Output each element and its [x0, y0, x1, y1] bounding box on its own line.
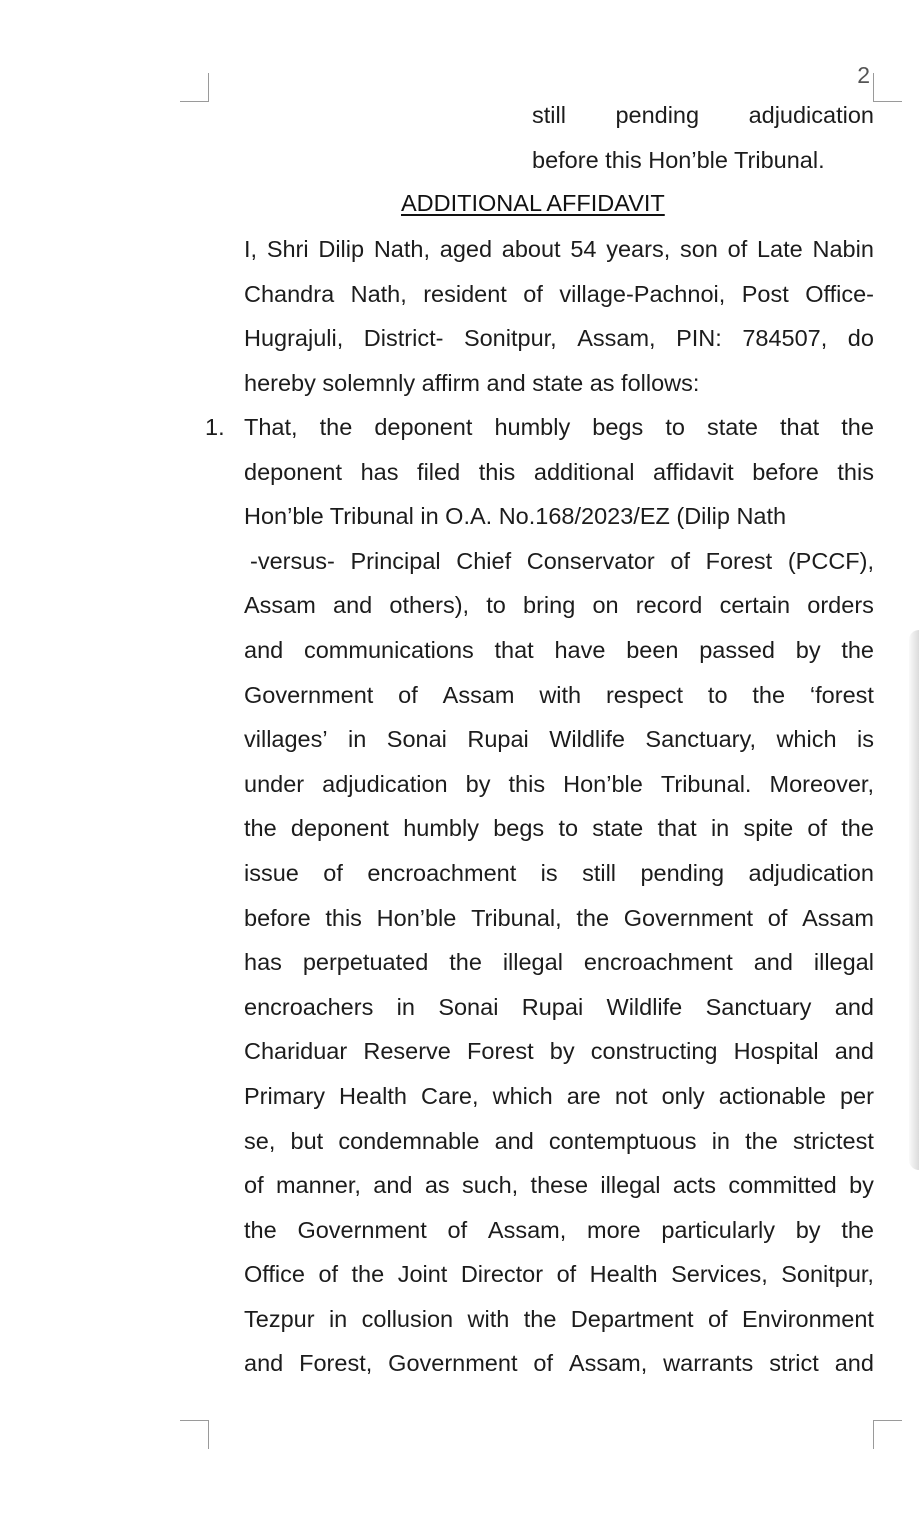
word: respect	[605, 681, 684, 708]
word: Sanctuary	[705, 993, 812, 1020]
word: record	[635, 592, 703, 619]
word: constructing	[590, 1038, 718, 1065]
word: -versus-	[250, 547, 335, 574]
word: contemptuous	[548, 1127, 697, 1154]
word: Forest	[467, 1038, 534, 1065]
word: by	[549, 1038, 575, 1065]
word: in	[396, 993, 415, 1020]
word: Services,	[671, 1261, 768, 1288]
word: acts	[672, 1172, 716, 1199]
word: Assam	[442, 681, 515, 708]
word: of	[707, 1305, 728, 1332]
word: Principal	[350, 547, 441, 574]
word: Hon’ble	[563, 770, 643, 797]
word: Wildlife	[606, 993, 683, 1020]
word: Health	[339, 1082, 407, 1109]
word: of	[523, 280, 543, 307]
word: filed	[417, 458, 461, 485]
word: se,	[244, 1127, 276, 1154]
word: the	[576, 904, 610, 931]
word: 54	[570, 236, 597, 262]
word: affidavit	[653, 458, 734, 485]
word: Post	[741, 280, 789, 307]
word: collusion	[361, 1305, 454, 1332]
word: the	[244, 1216, 277, 1243]
word: Assam	[802, 904, 874, 931]
word: in	[348, 726, 367, 753]
text-line	[244, 1297, 874, 1342]
word: Rupai	[467, 726, 529, 753]
word: Sonitpur,	[463, 325, 557, 352]
document-heading: ADDITIONAL AFFIDAVIT	[401, 190, 665, 216]
crop-mark-bottom-left	[180, 1420, 209, 1449]
word: illegal	[813, 949, 874, 976]
word: deponent	[244, 458, 343, 485]
word: have	[554, 636, 606, 663]
word: with	[539, 681, 582, 708]
word: to	[665, 414, 685, 440]
word: before	[244, 904, 311, 931]
word: the	[841, 815, 874, 842]
word: that	[657, 815, 697, 842]
text-line	[244, 1074, 874, 1119]
word: has	[360, 458, 399, 485]
text-line: hereby solemnly affirm and state as follows:	[244, 369, 700, 396]
text-line	[244, 583, 874, 628]
word: before	[752, 458, 819, 485]
word: to	[558, 815, 579, 842]
word: 784507,	[742, 325, 828, 352]
word: Hospital	[733, 1038, 819, 1065]
word: which	[776, 726, 837, 753]
continuation-word: adjudication	[748, 102, 874, 128]
word: the	[841, 636, 874, 663]
word: Joint	[397, 1261, 448, 1288]
crop-mark-top-left	[180, 73, 209, 102]
word: Sanctuary,	[645, 726, 756, 753]
text-line	[244, 673, 874, 718]
word: strictest	[792, 1127, 874, 1154]
word: encroachment	[583, 949, 733, 976]
word: of	[447, 1216, 468, 1243]
word: humbly	[403, 815, 479, 842]
word: Shri	[266, 236, 309, 262]
word: resident	[423, 280, 507, 307]
word: PIN:	[676, 325, 722, 352]
word: begs	[493, 815, 545, 842]
word: manner,	[275, 1172, 361, 1199]
word: deponent	[290, 815, 389, 842]
word: Chandra	[244, 280, 335, 307]
word: do	[847, 325, 874, 352]
word: of	[727, 236, 748, 262]
word: the	[841, 414, 874, 440]
word: Wildlife	[549, 726, 625, 753]
word: villages’	[244, 726, 328, 753]
word: illegal	[600, 1172, 661, 1199]
word: of	[556, 1261, 577, 1288]
word: such,	[462, 1172, 519, 1199]
word: Assam,	[487, 1216, 567, 1243]
word: of	[398, 681, 418, 708]
word: is	[540, 859, 558, 886]
word: of	[318, 1261, 339, 1288]
word: Tribunal.	[660, 770, 752, 797]
word: and	[373, 1172, 413, 1199]
word: Moreover,	[769, 770, 874, 797]
word: Government	[297, 1216, 427, 1243]
word: strict	[769, 1350, 819, 1377]
word: Government	[388, 1350, 518, 1377]
word: particularly	[661, 1216, 775, 1243]
word: years,	[606, 236, 671, 262]
word: still	[582, 859, 617, 886]
word: ‘forest	[809, 681, 874, 708]
word: Sonai	[386, 726, 447, 753]
word: communications	[303, 636, 474, 663]
word: the	[449, 949, 482, 976]
word: Chief	[456, 547, 512, 574]
word: Tribunal,	[471, 904, 562, 931]
continuation-word: pending	[615, 102, 700, 128]
word: humbly	[494, 414, 571, 440]
continuation-text	[532, 93, 874, 182]
text-line	[244, 940, 874, 985]
word: Tezpur	[244, 1305, 315, 1332]
word: Assam,	[568, 1350, 648, 1377]
word: is	[857, 726, 874, 753]
word: condemnable	[338, 1127, 480, 1154]
word: this	[837, 458, 874, 485]
word: Environment	[742, 1305, 874, 1332]
word: this	[478, 458, 516, 485]
word: Assam,	[577, 325, 656, 352]
word: and	[333, 592, 373, 619]
word: the	[244, 815, 277, 842]
word: the	[319, 414, 353, 440]
word: the	[523, 1305, 557, 1332]
word: Rupai	[521, 993, 584, 1020]
word: spite	[743, 815, 794, 842]
word: Office	[244, 1261, 305, 1288]
word: by	[465, 770, 491, 797]
text-line	[244, 316, 874, 361]
word: Assam	[244, 592, 316, 619]
word: Sonai	[438, 993, 499, 1020]
word: aged	[439, 236, 493, 262]
word: village-Pachnoi,	[559, 280, 726, 307]
page-number: 2	[857, 62, 870, 88]
word: encroachers	[244, 993, 374, 1020]
word: adjudication	[748, 859, 874, 886]
word: Sonitpur,	[781, 1261, 874, 1288]
word: orders	[807, 592, 874, 619]
word: by	[849, 1172, 874, 1199]
continuation-line-2: before this Hon’ble Tribunal.	[532, 146, 825, 173]
text-line	[244, 539, 874, 584]
word: deponent	[374, 414, 473, 440]
intro-paragraph	[244, 227, 874, 405]
word: Care,	[421, 1082, 479, 1109]
word: more	[587, 1216, 641, 1243]
word: this	[508, 770, 546, 797]
scroll-edge-shadow	[909, 630, 919, 1170]
word: Reserve	[363, 1038, 451, 1065]
word: the	[745, 1127, 778, 1154]
word: with	[467, 1305, 510, 1332]
word: passed	[699, 636, 775, 663]
word: and	[494, 1127, 534, 1154]
word: in	[328, 1305, 348, 1332]
crop-mark-bottom-right	[873, 1420, 902, 1449]
text-line	[244, 717, 874, 762]
word: committed	[728, 1172, 837, 1199]
text-line	[244, 628, 874, 673]
crop-mark-top-right	[873, 73, 902, 102]
word: perpetuated	[302, 949, 429, 976]
word: Nath,	[373, 236, 430, 262]
word: adjudication	[322, 770, 448, 797]
word: actionable	[718, 1082, 826, 1109]
text-line	[244, 227, 874, 272]
word: as	[424, 1172, 450, 1199]
text-line	[244, 450, 874, 495]
text-line	[244, 762, 874, 807]
paragraph-1	[244, 405, 874, 1386]
text-line	[244, 405, 874, 450]
word: Chariduar	[244, 1038, 348, 1065]
word: that	[780, 414, 820, 440]
word: and	[834, 993, 874, 1020]
word: Forest	[705, 547, 773, 574]
word: on	[592, 592, 619, 619]
word: illegal	[502, 949, 563, 976]
word: begs	[592, 414, 644, 440]
word: Office-	[805, 280, 874, 307]
word: only	[661, 1082, 705, 1109]
text-line	[244, 1119, 874, 1164]
word: of	[533, 1350, 553, 1377]
text-line	[244, 896, 874, 941]
word: this	[325, 904, 362, 931]
word: Government	[244, 681, 374, 708]
word: state	[592, 815, 644, 842]
word: by	[795, 636, 821, 663]
word: the	[841, 1216, 874, 1243]
word: by	[795, 1216, 821, 1243]
text-line: Hon’ble Tribunal in O.A. No.168/2023/EZ (Dilip Nath	[244, 503, 787, 530]
word: in	[710, 815, 730, 842]
word: are	[566, 1082, 601, 1109]
word: not	[614, 1082, 648, 1109]
word: which	[492, 1082, 553, 1109]
text-line	[244, 1341, 874, 1386]
word: bring	[523, 592, 576, 619]
word: Nabin	[812, 236, 874, 262]
word: the	[752, 681, 786, 708]
word: Government	[623, 904, 754, 931]
word: That,	[244, 414, 298, 440]
word: son	[679, 236, 718, 262]
word: Primary	[244, 1082, 325, 1109]
text-line	[244, 806, 874, 851]
word: Nath,	[350, 280, 407, 307]
word: and	[244, 636, 284, 663]
word: warrants	[663, 1350, 754, 1377]
word: certain	[719, 592, 791, 619]
word: that	[494, 636, 534, 663]
text-line	[244, 1163, 874, 1208]
word: Department	[570, 1305, 694, 1332]
word: of	[244, 1172, 264, 1199]
continuation-word: still	[532, 102, 566, 128]
word: (PCCF),	[787, 547, 874, 574]
word: Health	[589, 1261, 658, 1288]
word: under	[244, 770, 305, 797]
text-line	[244, 985, 874, 1030]
word: about	[501, 236, 561, 262]
word: and	[753, 949, 793, 976]
word: in	[711, 1127, 730, 1154]
word: has	[244, 949, 282, 976]
word: and	[834, 1038, 874, 1065]
word: and	[834, 1350, 874, 1377]
word: District-	[363, 325, 444, 352]
word: of	[767, 904, 788, 931]
text-line	[244, 851, 874, 896]
text-line	[244, 272, 874, 317]
word: issue	[244, 859, 299, 886]
word: I,	[244, 236, 258, 262]
word: of	[670, 547, 690, 574]
word: Forest,	[299, 1350, 373, 1377]
word: of	[807, 815, 827, 842]
paragraph-number: 1.	[205, 414, 225, 440]
word: encroachment	[367, 859, 517, 886]
word: of	[323, 859, 343, 886]
text-line	[244, 1252, 874, 1297]
word: per	[839, 1082, 874, 1109]
word: pending	[640, 859, 725, 886]
word: additional	[533, 458, 635, 485]
word: Late	[756, 236, 803, 262]
word: Director	[460, 1261, 544, 1288]
text-line	[244, 1208, 874, 1253]
word: to	[486, 592, 506, 619]
word: been	[626, 636, 679, 663]
word: Hugrajuli,	[244, 325, 344, 352]
word: Conservator	[526, 547, 655, 574]
word: but	[290, 1127, 324, 1154]
word: Hon’ble	[376, 904, 457, 931]
word: others),	[389, 592, 470, 619]
text-line	[244, 1029, 874, 1074]
word: Dilip	[318, 236, 365, 262]
word: state	[706, 414, 758, 440]
word: these	[530, 1172, 589, 1199]
word: to	[707, 681, 728, 708]
word: the	[351, 1261, 385, 1288]
continuation-line-1	[532, 93, 874, 138]
word: and	[244, 1350, 284, 1377]
